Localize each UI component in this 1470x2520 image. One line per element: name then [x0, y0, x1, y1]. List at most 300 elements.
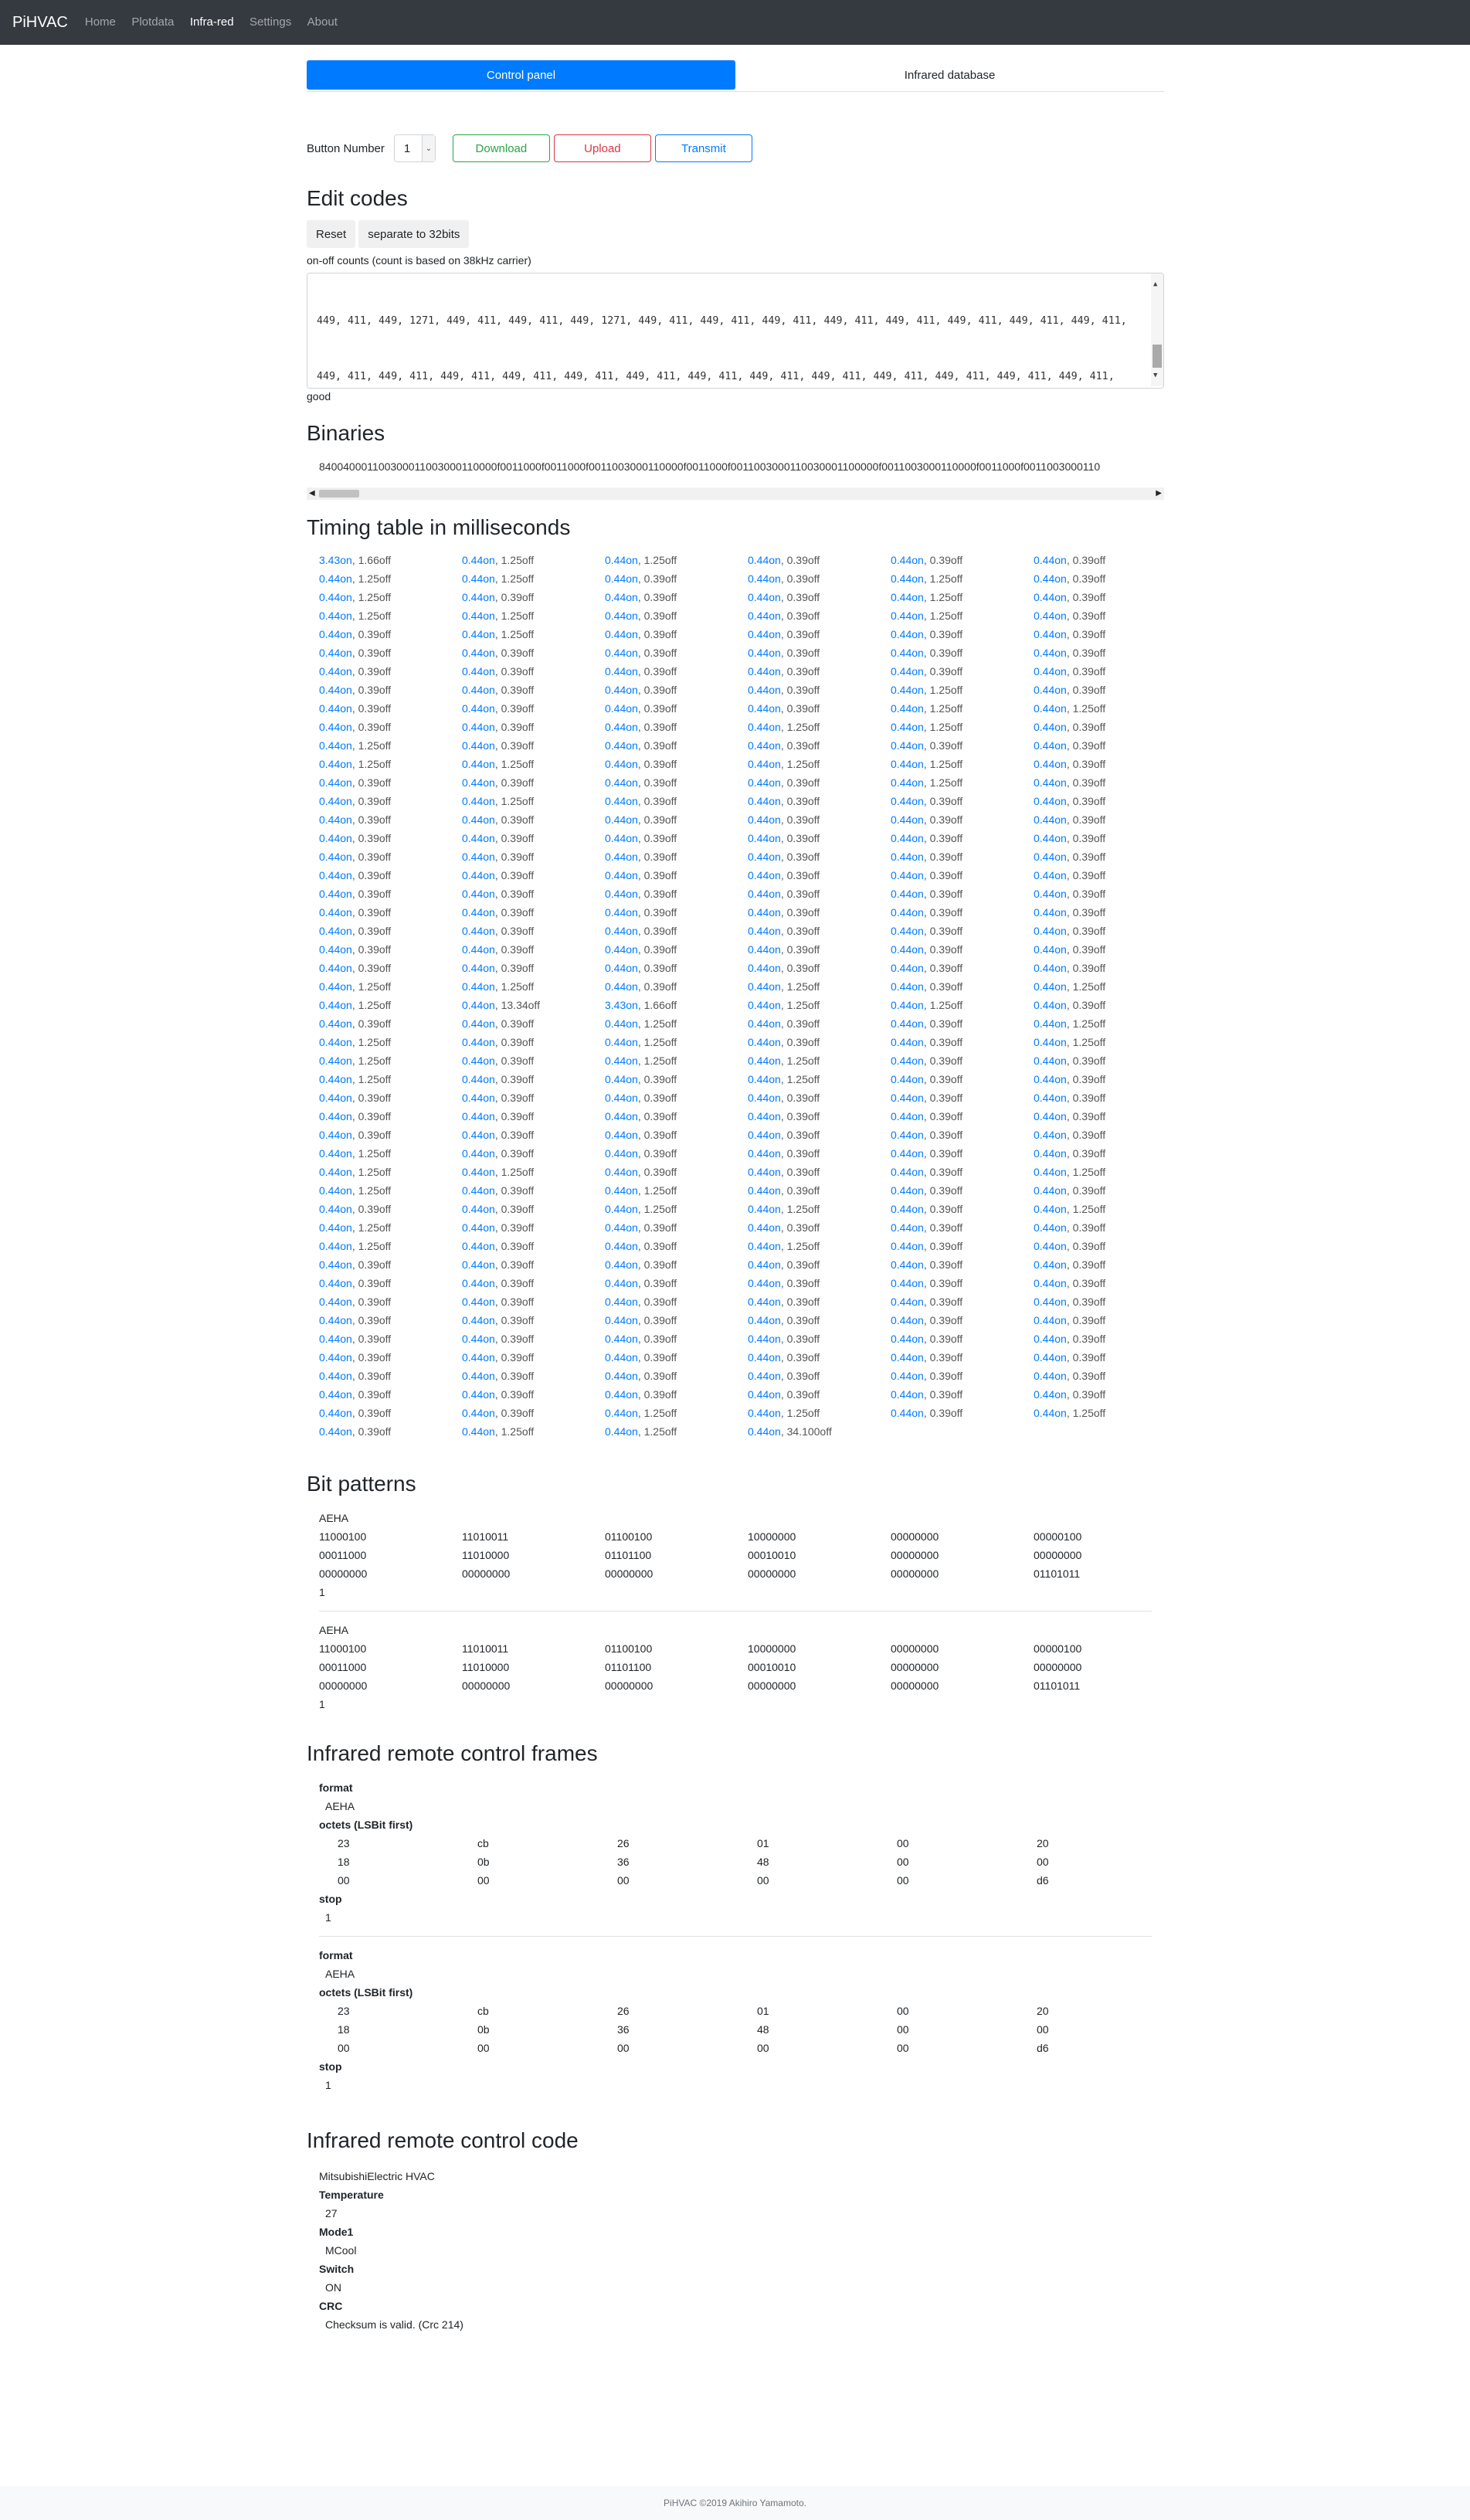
- timing-on: 3.43on: [319, 554, 352, 566]
- timing-on: 0.44on: [748, 647, 781, 659]
- timing-on: 0.44on: [891, 1388, 924, 1401]
- divider: [319, 1936, 1152, 1937]
- timing-off: 0.39off: [1072, 1129, 1106, 1141]
- timing-cell: 0.44on, 0.39off: [891, 1129, 963, 1141]
- code-field-label: CRC: [319, 2300, 343, 2312]
- upload-button[interactable]: Upload: [554, 134, 651, 162]
- timing-off: 1.25off: [501, 572, 535, 585]
- frames: [307, 1778, 1164, 2094]
- timing-cell: 0.44on, 0.39off: [605, 1277, 677, 1289]
- timing-off: 0.39off: [786, 1017, 820, 1030]
- timing-cell: 0.44on, 0.39off: [891, 1166, 963, 1178]
- timing-off: 0.39off: [501, 665, 535, 678]
- scroll-left-icon[interactable]: ◀: [309, 489, 315, 498]
- bit-cell: 00000000: [891, 1530, 939, 1543]
- timing-on: 0.44on: [462, 1036, 495, 1048]
- timing-cell: 0.44on, 0.39off: [1034, 1184, 1106, 1197]
- timing-off: 0.39off: [501, 1129, 535, 1141]
- bit-cell: 00000000: [1034, 1661, 1082, 1673]
- timing-cell: 0.44on, 1.25off: [605, 1017, 677, 1030]
- timing-on: 0.44on: [319, 591, 352, 603]
- timing-on: 0.44on: [748, 684, 781, 696]
- timing-on: 0.44on: [605, 1017, 638, 1030]
- timing-off: 0.39off: [786, 962, 820, 974]
- octets-grid: [319, 2002, 1164, 2057]
- timing-cell: 0.44on, 0.39off: [1034, 591, 1106, 603]
- timing-on: 0.44on: [748, 962, 781, 974]
- button-number-select[interactable]: [394, 134, 436, 162]
- timing-cell: 0.44on, 0.39off: [462, 1184, 535, 1197]
- timing-cell: 0.44on, 0.39off: [605, 591, 677, 603]
- timing-cell: 0.44on, 0.39off: [605, 758, 677, 770]
- timing-on: 0.44on: [319, 1277, 352, 1289]
- timing-off: 1.25off: [1072, 1166, 1106, 1178]
- timing-cell: 0.44on, 0.39off: [891, 943, 963, 956]
- timing-cell: 0.44on, 1.25off: [748, 999, 820, 1011]
- timing-cell: 0.44on, 0.39off: [319, 1351, 392, 1364]
- timing-off: 0.39off: [358, 721, 392, 733]
- scroll-down-icon[interactable]: ▼: [1153, 372, 1158, 379]
- timing-cell: 0.44on, 1.25off: [605, 1425, 677, 1438]
- timing-cell: 0.44on, 1.25off: [462, 980, 535, 993]
- timing-off: 13.34off: [501, 999, 540, 1011]
- timing-off: 0.39off: [643, 869, 677, 881]
- timing-off: 0.39off: [643, 591, 677, 603]
- timing-off: 0.39off: [358, 1296, 392, 1308]
- timing-on: 0.44on: [1034, 813, 1067, 826]
- timing-cell: 0.44on, 1.25off: [462, 1166, 535, 1178]
- timing-off: 0.39off: [501, 591, 535, 603]
- octets-grid: [319, 1834, 1164, 1890]
- timing-off: 0.39off: [643, 665, 677, 678]
- timing-off: 0.39off: [786, 1036, 820, 1048]
- timing-cell: 0.44on, 0.39off: [462, 851, 535, 863]
- timing-off: 0.39off: [358, 1203, 392, 1215]
- tab-infrared-database[interactable]: Infrared database: [904, 68, 996, 82]
- timing-on: 0.44on: [1034, 851, 1067, 863]
- timing-cell: 0.44on, 0.39off: [891, 888, 963, 900]
- tab-control-panel[interactable]: Control panel: [307, 60, 735, 90]
- timing-on: 0.44on: [748, 832, 781, 844]
- timing-on: 0.44on: [1034, 795, 1067, 807]
- bit-stop: 1: [319, 1586, 325, 1598]
- timing-on: 0.44on: [605, 1073, 638, 1085]
- bit-cell: 01100100: [605, 1642, 653, 1655]
- timing-on: 0.44on: [748, 1388, 781, 1401]
- timing-on: 0.44on: [319, 739, 352, 752]
- timing-cell: 0.44on, 0.39off: [605, 702, 677, 715]
- timing-off: 1.25off: [929, 721, 963, 733]
- timing-off: 0.39off: [643, 758, 677, 770]
- timing-off: 0.39off: [1072, 869, 1106, 881]
- timing-on: 0.44on: [319, 1240, 352, 1252]
- timing-off: 0.39off: [929, 739, 963, 752]
- timing-on: 3.43on: [605, 999, 638, 1011]
- timing-on: 0.44on: [891, 610, 924, 622]
- timing-cell: 0.44on, 1.25off: [748, 721, 820, 733]
- timing-cell: 0.44on, 0.39off: [319, 795, 392, 807]
- timing-cell: 0.44on, 0.39off: [605, 1221, 677, 1234]
- timing-cell: 0.44on, 0.39off: [319, 684, 392, 696]
- code-field-value: MCool: [325, 2244, 357, 2257]
- timing-cell: 0.44on, 1.25off: [319, 1221, 392, 1234]
- timing-cell: 0.44on, 0.39off: [605, 572, 677, 585]
- timing-cell: 0.44on, 0.39off: [319, 869, 392, 881]
- timing-cell: 0.44on, 1.25off: [891, 776, 963, 789]
- timing-cell: 0.44on, 0.39off: [462, 906, 535, 919]
- timing-off: 0.39off: [786, 684, 820, 696]
- timing-cell: 0.44on, 0.39off: [605, 1258, 677, 1271]
- timing-on: 0.44on: [1034, 1203, 1067, 1215]
- timing-off: 0.39off: [1072, 1184, 1106, 1197]
- timing-off: 0.39off: [786, 1314, 820, 1326]
- timing-off: 0.39off: [501, 1221, 535, 1234]
- timing-on: 0.44on: [1034, 758, 1067, 770]
- timing-off: 0.39off: [1072, 1370, 1106, 1382]
- timing-cell: 0.44on, 0.39off: [462, 1407, 535, 1419]
- timing-on: 0.44on: [605, 813, 638, 826]
- timing-off: 1.25off: [643, 1184, 677, 1197]
- timing-off: 0.39off: [358, 665, 392, 678]
- timing-on: 0.44on: [748, 591, 781, 603]
- timing-on: 0.44on: [319, 1092, 352, 1104]
- bit-cell: 00000000: [462, 1679, 511, 1692]
- timing-cell: 0.44on, 0.39off: [462, 1203, 535, 1215]
- timing-on: 0.44on: [319, 684, 352, 696]
- transmit-button[interactable]: Transmit: [655, 134, 752, 162]
- timing-cell: 0.44on, 0.39off: [1034, 647, 1106, 659]
- timing-cell: 0.44on, 0.39off: [748, 813, 820, 826]
- timing-on: 0.44on: [891, 1184, 924, 1197]
- timing-on: 0.44on: [462, 813, 495, 826]
- main-container: [307, 45, 1164, 2334]
- timing-off: 1.25off: [501, 795, 535, 807]
- timing-on: 0.44on: [462, 1277, 495, 1289]
- timing-off: 0.39off: [643, 851, 677, 863]
- timing-cell: 0.44on, 0.39off: [748, 1221, 820, 1234]
- timing-off: 0.39off: [358, 1351, 392, 1364]
- timing-off: 0.39off: [501, 1073, 535, 1085]
- timing-on: 0.44on: [891, 943, 924, 956]
- timing-on: 0.44on: [891, 1017, 924, 1030]
- bit-format: AEHA: [319, 1624, 349, 1636]
- bit-cell: 00000000: [891, 1549, 939, 1561]
- timing-on: 0.44on: [462, 1055, 495, 1067]
- timing-off: 0.39off: [929, 832, 963, 844]
- timing-off: 0.39off: [358, 702, 392, 715]
- scroll-up-icon[interactable]: ▲: [1153, 280, 1158, 288]
- timing-on: 0.44on: [319, 610, 352, 622]
- timing-off: 0.39off: [929, 813, 963, 826]
- timing-off: 0.39off: [1072, 1258, 1106, 1271]
- timing-cell: 3.43on, 1.66off: [319, 554, 392, 566]
- timing-cell: 0.44on, 0.39off: [319, 1258, 392, 1271]
- timing-on: 0.44on: [891, 758, 924, 770]
- timing-cell: 0.44on, 1.25off: [319, 610, 392, 622]
- timing-on: 0.44on: [319, 1258, 352, 1271]
- octet-cell: 00: [757, 2042, 769, 2054]
- nav-about[interactable]: About: [307, 15, 338, 29]
- timing-off: 1.25off: [1072, 1203, 1106, 1215]
- timing-cell: 0.44on, 0.39off: [1034, 1240, 1106, 1252]
- octet-cell: 01: [757, 2005, 769, 2017]
- timing-off: 0.39off: [643, 1351, 677, 1364]
- timing-cell: 0.44on, 0.39off: [891, 1296, 963, 1308]
- timing-off: 0.39off: [1072, 1092, 1106, 1104]
- timing-cell: 0.44on, 0.39off: [605, 647, 677, 659]
- timing-off: 0.39off: [929, 1221, 963, 1234]
- timing-cell: 0.44on, 0.39off: [891, 1092, 963, 1104]
- edit-codes-title: Edit codes: [307, 186, 408, 210]
- timing-off: 0.39off: [786, 925, 820, 937]
- timing-off: 0.39off: [1072, 1147, 1106, 1160]
- octet-cell: 00: [477, 1874, 490, 1887]
- maker: MitsubishiElectric HVAC: [319, 2170, 435, 2182]
- timing-on: 0.44on: [319, 1036, 352, 1048]
- octet-cell: cb: [477, 1837, 489, 1849]
- timing-on: 0.44on: [1034, 1388, 1067, 1401]
- timing-on: 0.44on: [891, 1147, 924, 1160]
- timing-cell: 0.44on, 0.39off: [891, 962, 963, 974]
- timing-cell: 0.44on, 0.39off: [1034, 665, 1106, 678]
- timing-on: 0.44on: [891, 1277, 924, 1289]
- timing-off: 0.39off: [1072, 1055, 1106, 1067]
- octet-cell: 00: [617, 1874, 630, 1887]
- timing-off: 0.39off: [501, 776, 535, 789]
- timing-cell: 0.44on, 0.39off: [1034, 1258, 1106, 1271]
- timing-off: 1.25off: [786, 721, 820, 733]
- timing-cell: 0.44on, 0.39off: [605, 1370, 677, 1382]
- timing-off: 0.39off: [786, 943, 820, 956]
- octet-cell: 00: [897, 1837, 909, 1849]
- timing-off: 0.39off: [358, 925, 392, 937]
- timing-on: 0.44on: [462, 1129, 495, 1141]
- timing-on: 0.44on: [748, 1073, 781, 1085]
- timing-off: 1.25off: [358, 1036, 392, 1048]
- timing-off: 0.39off: [1072, 906, 1106, 919]
- timing-on: 0.44on: [605, 962, 638, 974]
- timing-off: 0.39off: [358, 888, 392, 900]
- timing-off: 0.39off: [929, 906, 963, 919]
- timing-cell: 0.44on, 0.39off: [1034, 1055, 1106, 1067]
- timing-off: 0.39off: [501, 684, 535, 696]
- timing-cell: 0.44on, 0.39off: [462, 739, 535, 752]
- bit-cell: 00000000: [605, 1679, 654, 1692]
- timing-cell: 0.44on, 0.39off: [605, 943, 677, 956]
- timing-on: 0.44on: [605, 1351, 638, 1364]
- nav-plotdata[interactable]: Plotdata: [131, 15, 175, 29]
- timing-cell: 0.44on, 0.39off: [748, 1258, 820, 1271]
- codes-textarea[interactable]: [307, 273, 1164, 389]
- timing-off: 1.66off: [643, 999, 677, 1011]
- timing-cell: 0.44on, 0.39off: [462, 1055, 535, 1067]
- timing-cell: 0.44on, 0.39off: [605, 776, 677, 789]
- timing-on: 0.44on: [891, 628, 924, 640]
- timing-cell: 0.44on, 0.39off: [748, 1296, 820, 1308]
- timing-off: 1.25off: [929, 776, 963, 789]
- timing-cell: 0.44on, 0.39off: [605, 1296, 677, 1308]
- timing-cell: 0.44on, 0.39off: [462, 1036, 535, 1048]
- timing-off: 0.39off: [786, 665, 820, 678]
- timing-on: 0.44on: [1034, 999, 1067, 1011]
- timing-off: 1.25off: [929, 610, 963, 622]
- timing-off: 0.39off: [501, 1258, 535, 1271]
- timing-on: 0.44on: [462, 1221, 495, 1234]
- binaries-scrollbar[interactable]: [307, 487, 1164, 500]
- timing-cell: 0.44on, 0.39off: [605, 832, 677, 844]
- timing-on: 0.44on: [1034, 1092, 1067, 1104]
- timing-off: 0.39off: [786, 832, 820, 844]
- timing-cell: 0.44on, 0.39off: [891, 554, 963, 566]
- timing-off: 0.39off: [929, 1277, 963, 1289]
- timing-cell: 0.44on, 0.39off: [462, 1073, 535, 1085]
- timing-off: 0.39off: [643, 962, 677, 974]
- timing-on: 0.44on: [748, 1370, 781, 1382]
- scroll-right-icon[interactable]: ▶: [1156, 489, 1162, 498]
- timing-on: 0.44on: [605, 1370, 638, 1382]
- timing-on: 0.44on: [1034, 888, 1067, 900]
- bit-cell: 00011000: [319, 1661, 367, 1673]
- timing-off: 0.39off: [501, 1055, 535, 1067]
- octet-cell: 36: [617, 2023, 630, 2036]
- timing-cell: 0.44on, 1.25off: [462, 610, 535, 622]
- timing-off: 0.39off: [501, 813, 535, 826]
- reset-button[interactable]: Reset: [307, 220, 355, 248]
- timing-off: 1.25off: [786, 1240, 820, 1252]
- download-button[interactable]: Download: [453, 134, 550, 162]
- timing-off: 0.39off: [1072, 610, 1106, 622]
- timing-off: 0.39off: [501, 925, 535, 937]
- timing-off: 0.39off: [786, 1166, 820, 1178]
- nav-settings[interactable]: Settings: [250, 15, 292, 29]
- octet-cell: 48: [757, 1856, 769, 1868]
- timing-cell: 0.44on, 1.25off: [891, 758, 963, 770]
- timing-on: 0.44on: [605, 1184, 638, 1197]
- timing-on: 0.44on: [319, 869, 352, 881]
- timing-off: 0.39off: [929, 1296, 963, 1308]
- timing-on: 0.44on: [462, 1296, 495, 1308]
- hscroll-thumb[interactable]: [319, 490, 359, 498]
- timing-off: 0.39off: [786, 647, 820, 659]
- separate-button[interactable]: separate to 32bits: [358, 220, 469, 248]
- nav-home[interactable]: Home: [84, 15, 116, 29]
- remote-code: [307, 2167, 1164, 2334]
- octet-cell: 00: [338, 1874, 350, 1887]
- timing-off: 0.39off: [929, 554, 963, 566]
- timing-on: 0.44on: [605, 1147, 638, 1160]
- select-arrow-icon: ⌄: [422, 135, 435, 161]
- timing-cell: 0.44on, 0.39off: [319, 1407, 392, 1419]
- timing-off: 0.39off: [643, 702, 677, 715]
- timing-cell: 0.44on, 1.25off: [319, 1036, 392, 1048]
- textarea-scrollbar[interactable]: [1151, 273, 1163, 386]
- timing-off: 0.39off: [1072, 1388, 1106, 1401]
- timing-cell: 0.44on, 0.39off: [891, 813, 963, 826]
- timing-on: 0.44on: [605, 1333, 638, 1345]
- timing-off: 0.39off: [786, 869, 820, 881]
- timing-on: 0.44on: [462, 1166, 495, 1178]
- timing-on: 0.44on: [1034, 1055, 1067, 1067]
- timing-cell: 0.44on, 0.39off: [605, 1240, 677, 1252]
- timing-off: 0.39off: [643, 943, 677, 956]
- timing-off: 1.25off: [786, 980, 820, 993]
- timing-cell: 0.44on, 1.25off: [1034, 1166, 1106, 1178]
- timing-cell: 0.44on, 0.39off: [319, 1110, 392, 1122]
- timing-on: 0.44on: [319, 1221, 352, 1234]
- nav-infrared[interactable]: Infra-red: [189, 15, 234, 29]
- timing-on: 0.44on: [462, 1388, 495, 1401]
- timing-cell: 0.44on, 0.39off: [462, 591, 535, 603]
- timing-off: 0.39off: [643, 628, 677, 640]
- timing-on: 0.44on: [319, 776, 352, 789]
- bit-cell: 01101011: [1034, 1567, 1081, 1580]
- timing-cell: 0.44on, 1.25off: [891, 610, 963, 622]
- timing-on: 0.44on: [319, 832, 352, 844]
- timing-on: 0.44on: [462, 1147, 495, 1160]
- timing-off: 1.25off: [643, 1017, 677, 1030]
- timing-off: 0.39off: [643, 1147, 677, 1160]
- timing-on: 0.44on: [319, 1425, 352, 1438]
- timing-cell: 0.44on, 0.39off: [1034, 554, 1106, 566]
- bit-cell: 00000000: [462, 1567, 511, 1580]
- timing-cell: 0.44on, 0.39off: [462, 1258, 535, 1271]
- timing-off: 1.25off: [786, 1073, 820, 1085]
- timing-on: 0.44on: [319, 1351, 352, 1364]
- timing-on: 0.44on: [1034, 1370, 1067, 1382]
- timing-cell: 0.44on, 0.39off: [748, 888, 820, 900]
- timing-on: 0.44on: [1034, 628, 1067, 640]
- timing-on: 0.44on: [891, 925, 924, 937]
- timing-cell: 0.44on, 0.39off: [748, 869, 820, 881]
- timing-cell: 0.44on, 0.39off: [891, 851, 963, 863]
- bit-cell: 00000000: [891, 1567, 939, 1580]
- brand[interactable]: PiHVAC: [12, 13, 68, 31]
- timing-off: 0.39off: [929, 1203, 963, 1215]
- timing-cell: 0.44on, 0.39off: [319, 1129, 392, 1141]
- timing-off: 0.39off: [786, 610, 820, 622]
- timing-off: 0.39off: [929, 1147, 963, 1160]
- timing-cell: 0.44on, 0.39off: [319, 1203, 392, 1215]
- timing-cell: 0.44on, 0.39off: [462, 1129, 535, 1141]
- timing-cell: 0.44on, 0.39off: [605, 1388, 677, 1401]
- timing-cell: 0.44on, 0.39off: [462, 776, 535, 789]
- timing-on: 0.44on: [891, 851, 924, 863]
- timing-off: 0.39off: [1072, 628, 1106, 640]
- timing-on: 0.44on: [462, 1333, 495, 1345]
- timing-cell: 0.44on, 0.39off: [605, 925, 677, 937]
- bit-cell: 01101100: [605, 1661, 652, 1673]
- timing-cell: 0.44on, 0.39off: [891, 665, 963, 678]
- octet-cell: 00: [617, 2042, 630, 2054]
- bit-patterns: [307, 1509, 1164, 1713]
- format-value: AEHA: [325, 1800, 355, 1812]
- timing-on: 0.44on: [891, 980, 924, 993]
- timing-off: 0.39off: [929, 851, 963, 863]
- timing-off: 0.39off: [1072, 647, 1106, 659]
- code-field-label: Mode1: [319, 2226, 354, 2238]
- timing-off: 1.25off: [358, 980, 392, 993]
- timing-off: 0.39off: [929, 1351, 963, 1364]
- timing-on: 0.44on: [748, 758, 781, 770]
- timing-off: 0.39off: [643, 813, 677, 826]
- timing-off: 0.39off: [358, 1092, 392, 1104]
- scroll-thumb[interactable]: [1153, 345, 1162, 368]
- octet-cell: 18: [338, 2023, 350, 2036]
- timing-on: 0.44on: [319, 1166, 352, 1178]
- timing-off: 0.39off: [643, 1388, 677, 1401]
- timing-on: 0.44on: [605, 1296, 638, 1308]
- timing-on: 0.44on: [605, 776, 638, 789]
